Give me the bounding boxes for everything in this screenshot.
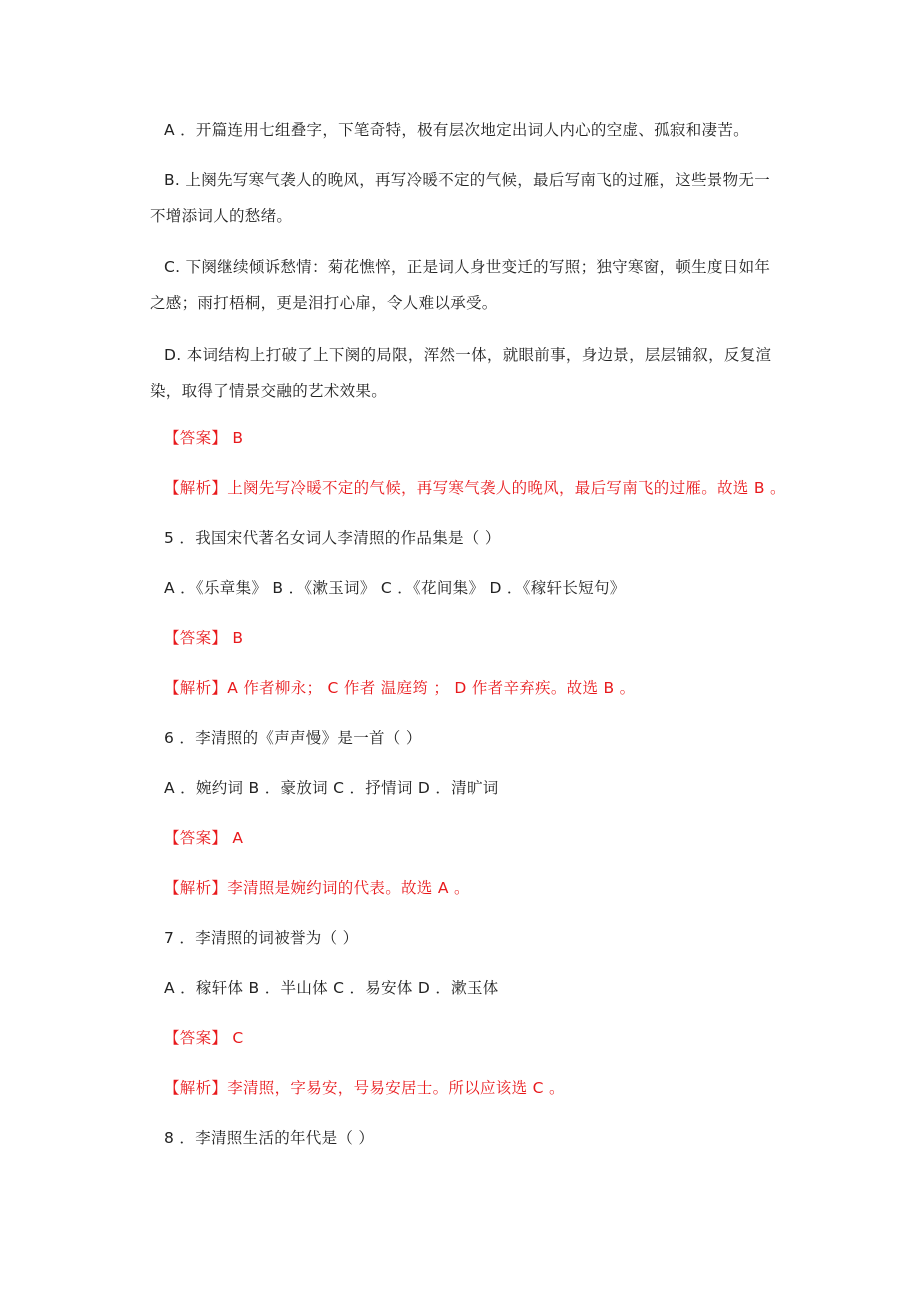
paragraph-line: C. 下阕继续倾诉愁情：菊花憔悴，正是词人身世变迁的写照；独守寒窗，顿生度日如年 — [164, 258, 771, 276]
paragraph-line: A ．稼轩体 B ．半山体 C ．易安体 D ．漱玉体 — [164, 979, 499, 997]
paragraph-line: 之感；雨打梧桐，更是泪打心扉，令人难以承受。 — [150, 294, 498, 312]
paragraph-line: A ．婉约词 B ．豪放词 C ．抒情词 D ．清旷词 — [164, 779, 499, 797]
paragraph-line: 7 ．李清照的词被誉为（ ） — [164, 929, 359, 947]
answer-line: 【答案】 B — [164, 629, 244, 647]
analysis-line: 【解析】A 作者柳永； C 作者 温庭筠 ； D 作者辛弃疾。故选 B 。 — [164, 679, 636, 697]
analysis-line: 【解析】上阕先写冷暖不定的气候，再写寒气袭人的晚风，最后写南飞的过雁。故选 B 。 — [164, 479, 786, 497]
paragraph-line: 染，取得了情景交融的艺术效果。 — [150, 382, 388, 400]
paragraph-line: A ．开篇连用七组叠字，下笔奇特，极有层次地定出词人内心的空虚、孤寂和凄苦。 — [164, 121, 749, 139]
paragraph-line: 8 ．李清照生活的年代是（ ） — [164, 1129, 375, 1147]
answer-line: 【答案】 C — [164, 1029, 244, 1047]
answer-line: 【答案】 B — [164, 429, 244, 447]
paragraph-line: A ．《乐章集》 B ．《漱玉词》 C ．《花间集》 D ．《稼轩长短句》 — [164, 579, 626, 597]
analysis-line: 【解析】李清照，字易安，号易安居士。所以应该选 C 。 — [164, 1079, 565, 1097]
paragraph-line: 5 ．我国宋代著名女词人李清照的作品集是（ ） — [164, 529, 501, 547]
paragraph-line: 不增添词人的愁绪。 — [150, 207, 293, 225]
answer-line: 【答案】 A — [164, 829, 244, 847]
paragraph-line: 6 ．李清照的《声声慢》是一首（ ） — [164, 729, 422, 747]
analysis-line: 【解析】李清照是婉约词的代表。故选 A 。 — [164, 879, 470, 897]
paragraph-line: B. 上阕先写寒气袭人的晚风，再写冷暖不定的气候，最后写南飞的过雁，这些景物无一 — [164, 171, 770, 189]
paragraph-line: D. 本词结构上打破了上下阕的局限，浑然一体，就眼前事，身边景，层层铺叙，反复渲 — [164, 346, 772, 364]
